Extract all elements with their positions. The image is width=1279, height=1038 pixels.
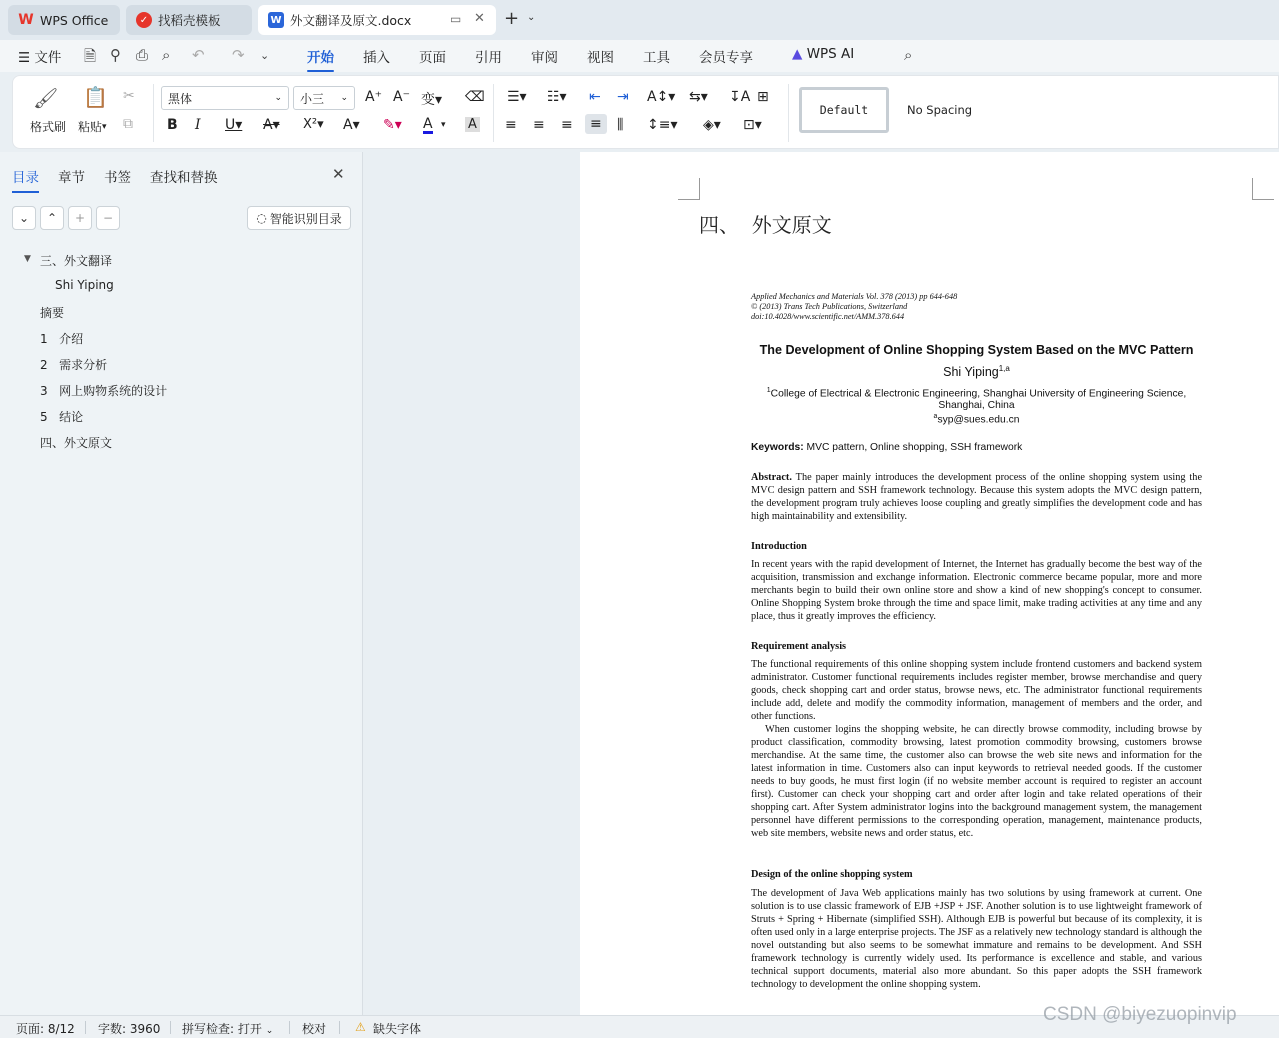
search-icon[interactable]: ⌕ (904, 46, 913, 64)
align-center-icon[interactable]: ≡ (533, 117, 545, 133)
email-superscript: a (933, 413, 938, 420)
toc-item[interactable]: 1 介绍 (40, 332, 84, 346)
watermark: CSDN @biyezuopinvip (1043, 1004, 1237, 1025)
divider (85, 1021, 86, 1034)
section-heading: Introduction (751, 541, 807, 552)
undo-icon[interactable]: ↶ (192, 46, 205, 64)
author-name: Shi Yiping (943, 365, 999, 380)
divider (788, 84, 789, 142)
print-icon[interactable]: ⎙ (136, 46, 149, 64)
warning-icon: ⚠ (355, 1020, 366, 1034)
sort-az-icon[interactable]: ↧A (729, 89, 751, 105)
font-name-select[interactable] (161, 86, 289, 110)
margin-marker (678, 178, 700, 200)
highlight-icon[interactable]: ✎▾ (383, 117, 402, 133)
journal-info (751, 292, 957, 322)
chevron-down-icon: ⌄ (274, 93, 282, 103)
sort-icon[interactable]: ⇆▾ (689, 89, 708, 105)
chevron-down-icon: ▾ (102, 121, 107, 132)
toc-item[interactable]: 摘要 (40, 306, 65, 320)
remove-heading-icon[interactable]: − (96, 206, 120, 230)
paper-affiliation (761, 385, 1192, 412)
author-superscript: 1,a (998, 364, 1010, 373)
paste-label: 粘贴 (78, 120, 103, 134)
affiliation-text: College of Electrical & Electronic Engineering, Shanghai University of Engineering Science, Shanghai, China (770, 388, 1187, 412)
tab-wps-office[interactable] (8, 5, 120, 35)
proofread-button[interactable]: 校对 (302, 1022, 327, 1036)
align-left-icon[interactable]: ≡ (505, 117, 517, 133)
bold-icon[interactable]: B (167, 117, 178, 133)
tab-document[interactable] (258, 5, 496, 35)
menu-bar (0, 40, 1279, 72)
journal-line: © (2013) Trans Tech Publications, Switzerland (751, 302, 908, 311)
justify-icon[interactable]: ≡ (585, 114, 607, 134)
menu-insert[interactable]: 插入 (363, 50, 390, 66)
char-shading-icon[interactable]: A (465, 117, 480, 132)
paragraph: When customer logins the shopping website, he can directly browse commodity, including browse by product classification, commodity browsing, latest promotion commodity browsing, customers browse merchandise. At the same time, the customer also can browse the web site news and information for the latest information in time. Customers also can input keywords to retrieval needed goods. If the customer needs to buy goods, he must first login (if no website member account is required to register an account first). Customer can check your shopping cart and order after login and take related operations of their shopping cart. After System administrator logins into the background management system, the management personnel have different permissions to the corresponding operation, management, maintenance products, web site members, website news and order status, etc. (751, 724, 1202, 839)
chevron-down-icon: ⌄ (340, 93, 348, 103)
tab-label: 找稻壳模板 (158, 13, 221, 28)
page-indicator[interactable]: 页面: 8/12 (16, 1022, 75, 1036)
expand-all-icon[interactable]: ⌄ (12, 206, 36, 230)
toc-item[interactable]: 5 结论 (40, 410, 84, 424)
nav-tab-toc[interactable]: 目录 (12, 166, 39, 186)
menu-tools[interactable]: 工具 (643, 50, 670, 66)
align-right-icon[interactable]: ≡ (561, 117, 573, 133)
style-no-spacing[interactable]: No Spacing (907, 103, 973, 117)
paper-author (751, 364, 1202, 379)
word-doc-icon: W (268, 12, 284, 28)
section-heading: Design of the online shopping system (751, 869, 913, 880)
paragraph: In recent years with the rapid development of Internet, the Internet has gradually become the best way of the acquisition, transmission and exchange information. Electronic commerce became popular, more and more merchants begin to build their own online store and show a kind of new shopping's concept to consumer. Online Shopping System broke through the time and space limit, make trading activities at any time and any place, thus it greatly improves the efficiency. (751, 559, 1202, 622)
expand-triangle-icon[interactable]: ▼ (24, 254, 31, 264)
word-count[interactable]: 字数: 3960 (98, 1022, 161, 1036)
close-pane-icon[interactable]: ✕ (332, 165, 345, 183)
abstract-text: The paper mainly introduces the development process of the online shopping system using the MVC design pattern and SSH framework technology. Because this system adopts the MVC design pattern, the development program truly achieves loose coupling and greatly simplifies the development code and has high maintainability and extensibility. (751, 472, 1203, 522)
divider (153, 84, 154, 142)
distribute-icon[interactable]: ⫼ (617, 117, 624, 133)
chevron-down-icon: ⌄ (265, 1026, 274, 1036)
wps-logo-icon: W (18, 12, 34, 28)
shading-icon[interactable]: ◈▾ (703, 117, 721, 133)
toc-item[interactable]: 2 需求分析 (40, 358, 108, 372)
line-spacing-icon[interactable]: ↕≡▾ (647, 117, 678, 133)
hamburger-icon: ☰ (18, 50, 35, 66)
collapse-all-icon[interactable]: ⌃ (40, 206, 64, 230)
font-color-icon[interactable]: A (423, 116, 433, 132)
redo-icon[interactable]: ↷ (232, 46, 245, 64)
phonetic-guide-icon[interactable]: 变▾ (421, 92, 443, 108)
save-icon[interactable]: 🗎 (84, 47, 97, 65)
grow-font-icon[interactable]: A⁺ (365, 89, 382, 105)
format-painter-icon[interactable]: 🖌 (33, 86, 59, 110)
italic-icon[interactable]: I (195, 117, 201, 133)
ai-icon: ▲ (792, 46, 803, 62)
shrink-font-icon[interactable]: A⁻ (393, 89, 410, 105)
strikethrough-icon[interactable]: A▾ (263, 117, 280, 133)
menu-review[interactable]: 审阅 (531, 50, 558, 66)
divider (170, 1021, 171, 1034)
smart-toc-label: 智能识别目录 (269, 211, 342, 226)
show-marks-icon[interactable]: ⊞ (757, 89, 769, 105)
abstract-label: Abstract. (751, 472, 792, 483)
chevron-down-icon[interactable]: ⌄ (527, 12, 536, 23)
share-icon[interactable]: ⚲ (110, 46, 121, 64)
title-tab-bar (0, 0, 1279, 40)
email-text: syp@sues.edu.cn (937, 414, 1020, 426)
copy-icon[interactable]: ⧉ (123, 116, 133, 132)
font-size-value: 小三 (300, 91, 325, 106)
margin-marker (1252, 178, 1274, 200)
menu-member[interactable]: 会员专享 (699, 50, 753, 66)
divider (493, 84, 494, 142)
menu-references[interactable]: 引用 (475, 50, 502, 66)
docer-icon: ✓ (136, 12, 152, 28)
add-heading-icon[interactable]: + (68, 206, 92, 230)
toc-item[interactable]: Shi Yiping (55, 278, 114, 292)
nav-tab-bookmarks[interactable]: 书签 (104, 170, 131, 186)
toc-item[interactable]: 3 网上购物系统的设计 (40, 384, 168, 398)
font-name-value: 黑体 (168, 91, 193, 106)
divider (289, 1021, 290, 1034)
increase-indent-icon[interactable]: ⇥ (617, 89, 629, 105)
spell-check-label: 拼写检查: 打开 (182, 1022, 262, 1036)
journal-line: Applied Mechanics and Materials Vol. 378 (2013) pp 644-648 (751, 292, 958, 301)
navigation-pane (0, 152, 363, 1015)
spell-check[interactable] (182, 1020, 273, 1037)
menu-page[interactable]: 页面 (419, 50, 446, 66)
file-menu-label: 文件 (34, 50, 62, 66)
wps-ai-label: WPS AI (806, 46, 855, 62)
document-page[interactable] (580, 152, 1279, 1015)
cut-icon[interactable]: ✂ (123, 88, 135, 104)
paragraph: The development of Java Web applications mainly has two solutions by using framework at current. One solution is to use classic framework of EJB +JSP + JSF. Another solution is to use lightweight framework of Struts + Spring + Hibernate (simplified SSH). Although EJB is powerful but because of its complexity, it is often used only in a large enterprise projects. The JSF as a relatively new technology standard is although the novel outstanding but also seems to be somewhat immature and remains to be development. And SSH framework technology is currently widely used. Its performance is excellence and stable, and various technical support documents, material also more abundant. So this paper adopts the SSH framework technology to development the online shopping system. (751, 888, 1202, 990)
font-size-select[interactable] (293, 86, 355, 110)
tab-label: WPS Office (40, 12, 109, 28)
wps-ai-button[interactable] (792, 46, 854, 62)
close-tab-icon[interactable]: ✕ (474, 11, 485, 26)
menu-home[interactable]: 开始 (307, 46, 334, 66)
more-chevron-icon[interactable]: ⌄ (260, 49, 270, 62)
new-tab-icon[interactable]: + (504, 8, 520, 29)
underline-icon[interactable]: U▾ (225, 117, 243, 133)
page-heading: 四、 外文原文 (699, 213, 832, 237)
affiliation-superscript: 1 (766, 387, 771, 394)
paper-title: The Development of Online Shopping System Based on the MVC Pattern (759, 343, 1194, 357)
window-icon[interactable]: ▭ (450, 12, 462, 26)
border-icon[interactable]: ⊡▾ (743, 117, 762, 133)
smart-toc-button[interactable] (247, 206, 351, 230)
file-menu[interactable] (18, 46, 61, 66)
paper-keywords (751, 442, 1022, 453)
format-painter-button[interactable]: 格式刷 (30, 120, 67, 134)
toc-item[interactable]: 三、外文翻译 (40, 254, 113, 268)
missing-font[interactable]: 缺失字体 (373, 1022, 422, 1036)
numbered-list-icon[interactable]: ☷▾ (547, 89, 567, 105)
style-default[interactable]: Default (799, 87, 889, 133)
section-heading: Requirement analysis (751, 641, 847, 652)
journal-line: doi:10.4028/www.scientific.net/AMM.378.644 (751, 312, 905, 321)
keywords-label: Keywords: (751, 442, 804, 453)
paragraph: The functional requirements of this online shopping system include frontend customers and backend system administrator. Customer functional requirements includes register member, browse merchandise and query goods, check shopping cart and order status, browse news, etc. The administrator functional requirements include add, delete and modify the commodity information, management of members and the order, and other functions. (751, 659, 1202, 722)
tab-docer[interactable] (126, 5, 252, 35)
ai-smart-icon: ◌ (256, 211, 267, 225)
nav-tab-sections[interactable]: 章节 (58, 170, 85, 186)
text-direction-icon[interactable]: A↕▾ (647, 89, 676, 105)
text-effect-icon[interactable]: A▾ (343, 117, 360, 133)
paste-button[interactable] (78, 118, 107, 135)
nav-tab-find-replace[interactable]: 查找和替换 (150, 170, 218, 186)
paper-email (751, 413, 1202, 425)
superscript-icon[interactable]: X²▾ (303, 117, 324, 132)
print-preview-icon[interactable]: ⌕ (162, 46, 171, 64)
menu-view[interactable]: 视图 (587, 50, 614, 66)
tab-label: 外文翻译及原文.docx (290, 13, 412, 28)
ribbon-toolbar (12, 75, 1279, 149)
divider (339, 1021, 340, 1034)
decrease-indent-icon[interactable]: ⇤ (589, 89, 601, 105)
clear-format-icon[interactable]: ⌫ (465, 89, 485, 105)
toc-item[interactable]: 四、外文原文 (40, 436, 113, 450)
keywords-text: MVC pattern, Online shopping, SSH framework (806, 442, 1023, 453)
chevron-down-icon[interactable]: ▾ (441, 120, 446, 130)
bullet-list-icon[interactable]: ☰▾ (507, 89, 527, 105)
paste-icon[interactable]: 📋 (83, 85, 108, 109)
paper-abstract (751, 471, 1202, 523)
